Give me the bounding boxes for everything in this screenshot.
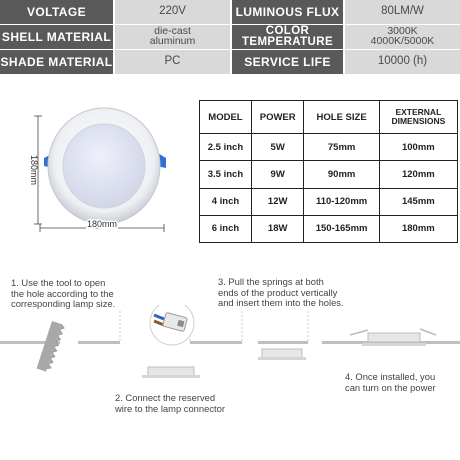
cell-model: 2.5 inch [200,134,252,161]
spec-value-shade-material: PC [115,50,230,74]
spec-value-color-line2: 4000K/5000K [370,35,435,47]
installation-illustration [0,305,460,395]
spec-value-voltage: 220V [115,0,230,24]
spec-label-color-line1: COLOR [265,25,310,38]
cell-model: 4 inch [200,188,252,215]
spec-label-service-life: SERVICE LIFE [232,50,343,74]
width-dimension [40,219,164,232]
lamp-lens [63,124,145,208]
spec-label-luminous-flux: LUMINOUS FLUX [232,0,343,24]
cell-power: 5W [251,134,304,161]
spec-value-shell-material [115,25,230,49]
install-step-3-text: 3. Pull the springs at both ends of the product vertically and insert them into the holes. [218,276,344,309]
cell-hole-size: 75mm [304,134,379,161]
height-dimension-label: 180mm [29,154,39,186]
size-table [199,100,458,243]
spec-label-color-line2: TEMPERATURE [241,36,334,48]
spec-value-color-temperature [345,25,460,49]
cell-hole-size: 150-165mm [304,215,379,242]
cell-model: 3.5 inch [200,161,252,188]
lamp-step-3 [258,349,306,360]
spec-value-service-life: 10000 (h) [345,50,460,74]
table-row [200,188,458,215]
spec-table [0,0,460,74]
hole-saw-icon [37,321,66,373]
header-external-dimensions [379,101,457,134]
spec-label-shade-material: SHADE MATERIAL [0,50,113,74]
header-model: MODEL [200,101,252,134]
cell-power: 12W [251,188,304,215]
table-row [200,134,458,161]
table-row [200,215,458,242]
cell-hole-size: 90mm [304,161,379,188]
cell-external: 100mm [379,134,457,161]
connector-closeup [150,305,194,345]
spec-label-voltage: VOLTAGE [0,0,113,24]
header-external-line1: EXTERNAL [395,107,442,118]
guide-lines [120,311,308,341]
header-external-line2: DIMENSIONS [391,116,446,126]
height-dimension [29,116,42,224]
spec-row-voltage [0,0,460,24]
install-step-4-text: 4. Once installed, you can turn on the power [345,371,436,393]
spec-row-shade [0,50,460,74]
header-hole-size: HOLE SIZE [304,101,379,134]
spec-label-shell-material: SHELL MATERIAL [0,25,113,49]
downlight-illustration [0,96,200,246]
install-step-2-text: 2. Connect the reserved wire to the lamp connector [115,392,225,414]
table-row [200,161,458,188]
cell-external: 145mm [379,188,457,215]
spec-value-shell-line2: aluminum [149,35,196,47]
lamp-step-4-installed [350,329,436,346]
cell-power: 9W [251,161,304,188]
cell-external: 180mm [379,215,457,242]
header-power: POWER [251,101,304,134]
cell-external: 120mm [379,161,457,188]
spec-value-shell-line1: die-cast [154,25,191,38]
spec-value-color-line1: 3000K [387,25,418,38]
spec-value-luminous-flux: 80LM/W [345,0,460,24]
cell-model: 6 inch [200,215,252,242]
lamp-step-2 [142,367,200,378]
size-table-header [200,101,458,134]
spec-row-shell [0,25,460,49]
install-step-1-text: 1. Use the tool to open the hole according to the corresponding lamp size. [11,277,116,310]
spec-label-color-temperature [232,25,343,49]
cell-hole-size: 110-120mm [304,188,379,215]
cell-power: 18W [251,215,304,242]
width-dimension-label: 180mm [86,219,118,229]
